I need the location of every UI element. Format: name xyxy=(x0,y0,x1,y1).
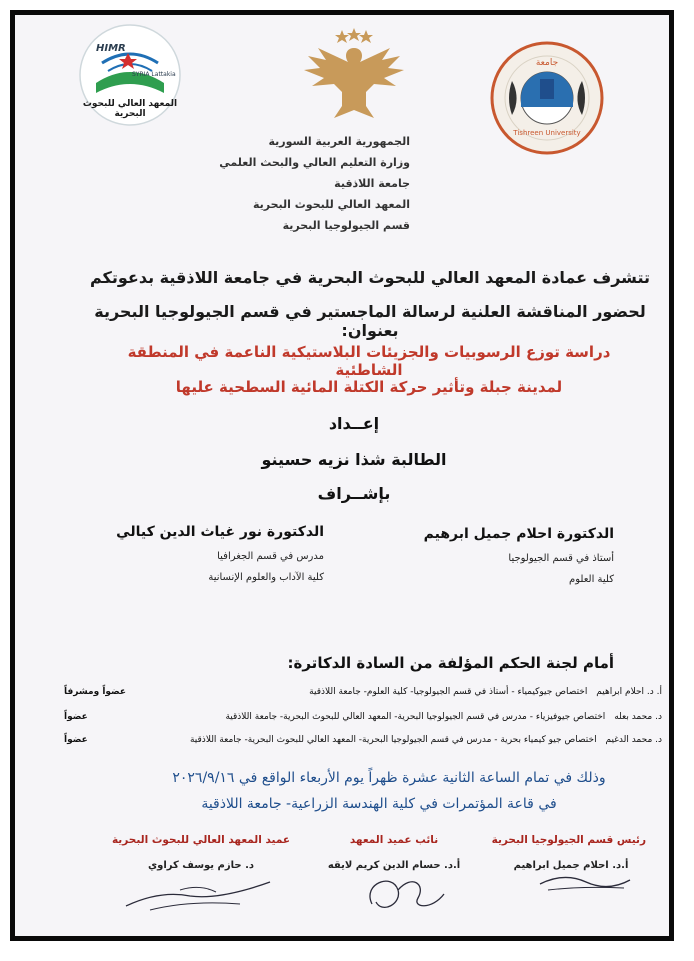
ministry-line-3: جامعة اللاذقية xyxy=(334,177,410,190)
signature-scribble-2 xyxy=(352,864,452,924)
signature-scribble-3 xyxy=(120,870,280,920)
signature-3-title: عميد المعهد العالي للبحوث البحرية xyxy=(111,834,291,846)
supervisor-2-name: الدكتورة نور غياث الدين كيالي xyxy=(116,524,324,540)
thesis-title-line-1: دراسة توزع الرسوبيات والجزيئات البلاستيكية الناعمة في المنطقة الشاطئية xyxy=(127,343,611,379)
logo-institute-name: المعهد العالي للبحوث البحرية xyxy=(82,99,178,119)
supervisor-2-faculty: كلية الآداب والعلوم الإنسانية xyxy=(208,572,324,583)
signature-scribble-1 xyxy=(534,868,634,898)
supervision-label: بإشــراف xyxy=(317,484,391,503)
signature-2-name: أ.د. حسام الدين كريم لايقه xyxy=(327,860,461,871)
committee-heading: أمام لجنة الحكم المؤلفة من السادة الدكاترة: xyxy=(287,654,614,672)
committee-member-1-name: أ. د. احلام ابراهيم xyxy=(596,687,662,697)
thesis-title-line-2: لمدينة جبلة وتأثير حركة الكتلة المائية السطحية عليها xyxy=(175,378,563,396)
schedule-line-2: في قاعة المؤتمرات في كلية الهندسة الزراعية- جامعة اللاذقية xyxy=(201,796,557,812)
svg-text:جامعة: جامعة xyxy=(535,58,559,68)
schedule-line-1: وذلك في تمام الساعة الثانية عشرة ظهراً يوم الأربعاء الواقع في ٢٠٢٦/٩/١٦ xyxy=(172,770,606,786)
committee-member-3-role: عضواً xyxy=(64,735,88,745)
supervisor-1-name: الدكتورة احلام جميل ابرهيم xyxy=(423,526,614,542)
ministry-line-4: المعهد العالي للبحوث البحرية xyxy=(252,198,410,211)
logo-badge-text: HIMR xyxy=(96,43,126,54)
ministry-line-5: قسم الجيولوجيا البحرية xyxy=(282,219,410,232)
supervisor-1-title: أستاذ في قسم الجيولوجيا xyxy=(508,553,614,564)
supervisor-2 xyxy=(88,524,324,588)
committee-member-2-detail: اختصاص جيوفيزياء - مدرس في قسم الجيولوجيا البحرية- المعهد العالي للبحوث البحرية- جامعة اللاذقية xyxy=(225,712,606,722)
signature-block-3 xyxy=(98,834,304,871)
signature-1-name: أ.د. احلام جميل ابراهيم xyxy=(513,860,629,871)
ministry-line-1: الجمهورية العربية السورية xyxy=(268,135,410,148)
committee-member-3-detail: اختصاص جيو كيمياء بحرية - مدرس في قسم الجيولوجيا البحرية- المعهد العالي للبحوث البحرية- جامعة اللاذقية xyxy=(189,735,597,745)
signature-2-title: نائب عميد المعهد xyxy=(349,834,439,846)
signature-1-title: رئيس قسم الجيولوجيا البحرية xyxy=(491,834,646,846)
university-logo xyxy=(490,41,604,155)
invitation-line-1: تتشرف عمادة المعهد العالي للبحوث البحرية في جامعة اللاذقية بدعوتكم xyxy=(90,268,650,287)
committee-member-1-detail: اختصاص جيوكيمياء - أستاذ في قسم الجيولوجيا- كلية العلوم- جامعة اللاذقية xyxy=(309,687,588,697)
logo-small-text: SYRIA Lattakia xyxy=(132,71,176,78)
committee-member-2-role: عضواً xyxy=(64,712,88,722)
ministry-line-2: وزارة التعليم العالي والبحث العلمي xyxy=(219,156,410,169)
institute-logo xyxy=(78,23,182,127)
invitation-document xyxy=(24,18,670,943)
university-logo-text: Tishreen University xyxy=(513,129,581,137)
supervisor-1-faculty: كلية العلوم xyxy=(569,574,614,585)
prepared-label: إعــداد xyxy=(328,414,380,433)
eagle-emblem xyxy=(298,26,410,122)
committee-member-2-name: د. محمد بعله xyxy=(614,712,662,722)
signature-block-1 xyxy=(491,834,646,871)
committee-member-1-role: عضواً ومشرفاً xyxy=(64,687,127,697)
ministry-heading xyxy=(216,131,410,236)
supervisor-1 xyxy=(416,526,614,590)
committee-member-3 xyxy=(64,735,662,745)
invitation-line-2: لحضور المناقشة العلنية لرسالة الماجستير في قسم الجيولوجيا البحرية بعنوان: xyxy=(94,302,646,340)
student-name: الطالبة شذا نزيه حسينو xyxy=(261,450,447,469)
signature-3-name: د. حازم يوسف كراوي xyxy=(147,860,255,871)
supervisor-2-title: مدرس في قسم الجغرافيا xyxy=(217,551,324,562)
committee-member-2 xyxy=(64,712,662,722)
committee-member-1 xyxy=(64,687,662,697)
committee-member-3-name: د. محمد الدغيم xyxy=(605,735,662,745)
